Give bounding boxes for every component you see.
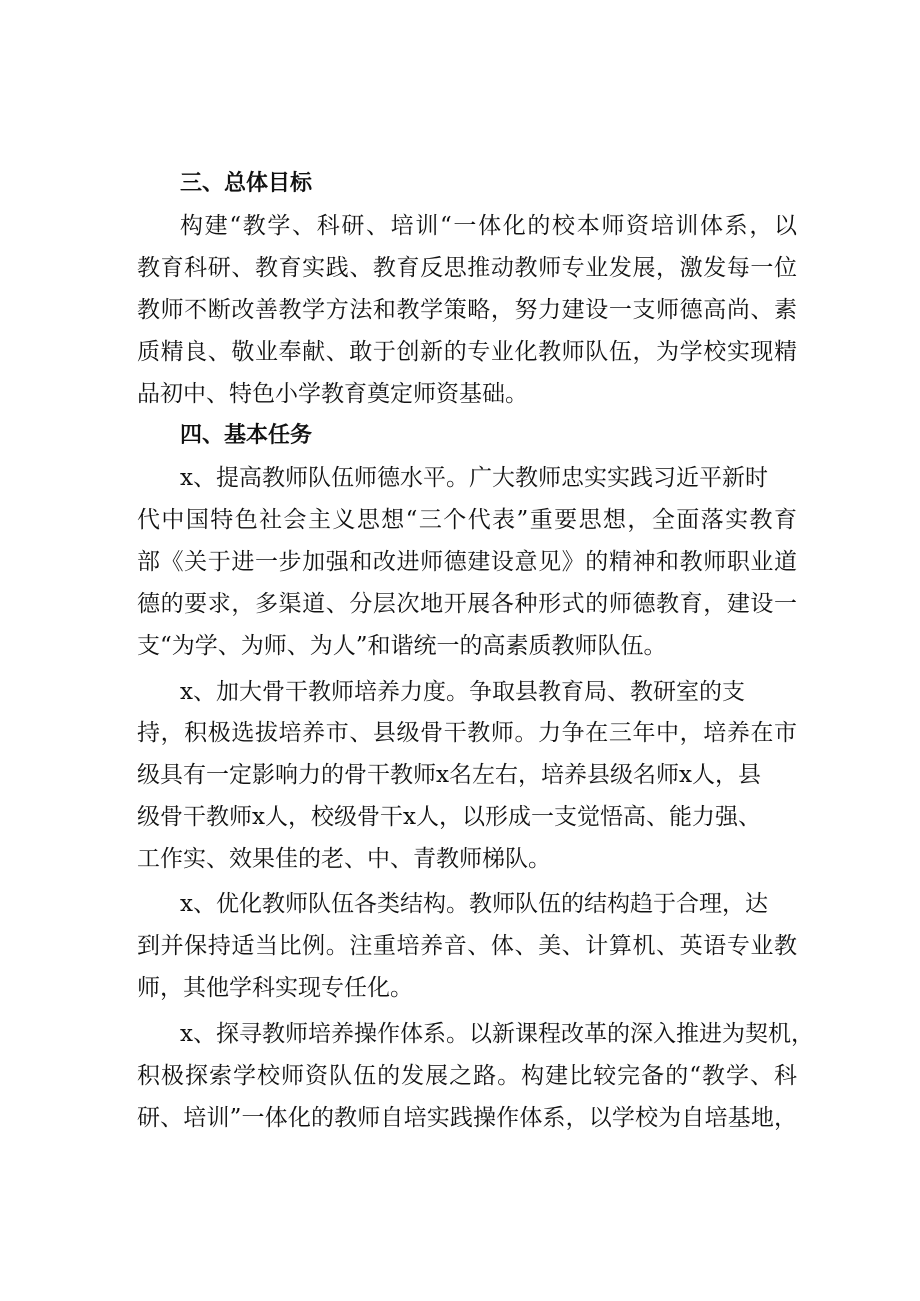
task3-line: 到并保持适当比例。注重培养音、体、美、计算机、英语专业教 <box>137 933 797 959</box>
section3-paragraph-line: 教育科研、教育实践、教育反思推动教师专业发展，激发每一位 <box>137 255 797 281</box>
section3-heading: 三、总体目标 <box>180 171 313 196</box>
task2-line: x、加大骨干教师培养力度。争取县教育局、教研室的支 <box>180 679 745 705</box>
task1-line: 支“为学、为师、为人”和谐统一的高素质教师队伍。 <box>137 633 667 659</box>
task4-line: 积极探索学校师资队伍的发展之路。构建比较完备的“教学、科 <box>137 1063 797 1089</box>
section4-heading: 四、基本任务 <box>180 423 313 448</box>
task4-line: 研、培训”一体化的教师自培实践操作体系，以学校为自培基地， <box>137 1105 797 1131</box>
task2-line: 级具有一定影响力的骨干教师x名左右，培养县级名师x人，县 <box>137 762 761 788</box>
section3-paragraph-line: 品初中、特色小学教育奠定师资基础。 <box>137 381 528 407</box>
task2-line: 持，积极选拔培养市、县级骨干教师。力争在三年中，培养在市 <box>137 720 797 746</box>
section3-paragraph-line: 教师不断改善教学方法和教学策略，努力建设一支师德高尚、素 <box>137 297 797 323</box>
section3-paragraph-line: 构建“教学、科研、培训“一体化的校本师资培训体系，以 <box>180 213 797 239</box>
task2-line: 级骨干教师x人，校级骨干x人，以形成一支觉悟高、能力强、 <box>137 804 761 830</box>
task4-line: x、探寻教师培养操作体系。以新课程改革的深入推进为契机， <box>180 1021 814 1047</box>
task1-line: 部《关于进一步加强和改进师德建设意见》的精神和教师职业道 <box>137 549 797 575</box>
task3-line: x、优化教师队伍各类结构。教师队伍的结构趋于合理，达 <box>180 891 768 917</box>
task3-line: 师，其他学科实现专任化。 <box>137 975 413 1001</box>
task2-line: 工作实、效果佳的老、中、青教师梯队。 <box>137 846 551 872</box>
section3-paragraph-line: 质精良、敬业奉献、敢于创新的专业化教师队伍，为学校实现精 <box>137 339 797 365</box>
task1-line: 代中国特色社会主义思想“三个代表”重要思想，全面落实教育 <box>137 507 797 533</box>
task1-line: x、提高教师队伍师德水平。广大教师忠实实践习近平新时 <box>180 465 768 491</box>
task1-line: 德的要求，多渠道、分层次地开展各种形式的师德教育，建设一 <box>137 591 797 617</box>
